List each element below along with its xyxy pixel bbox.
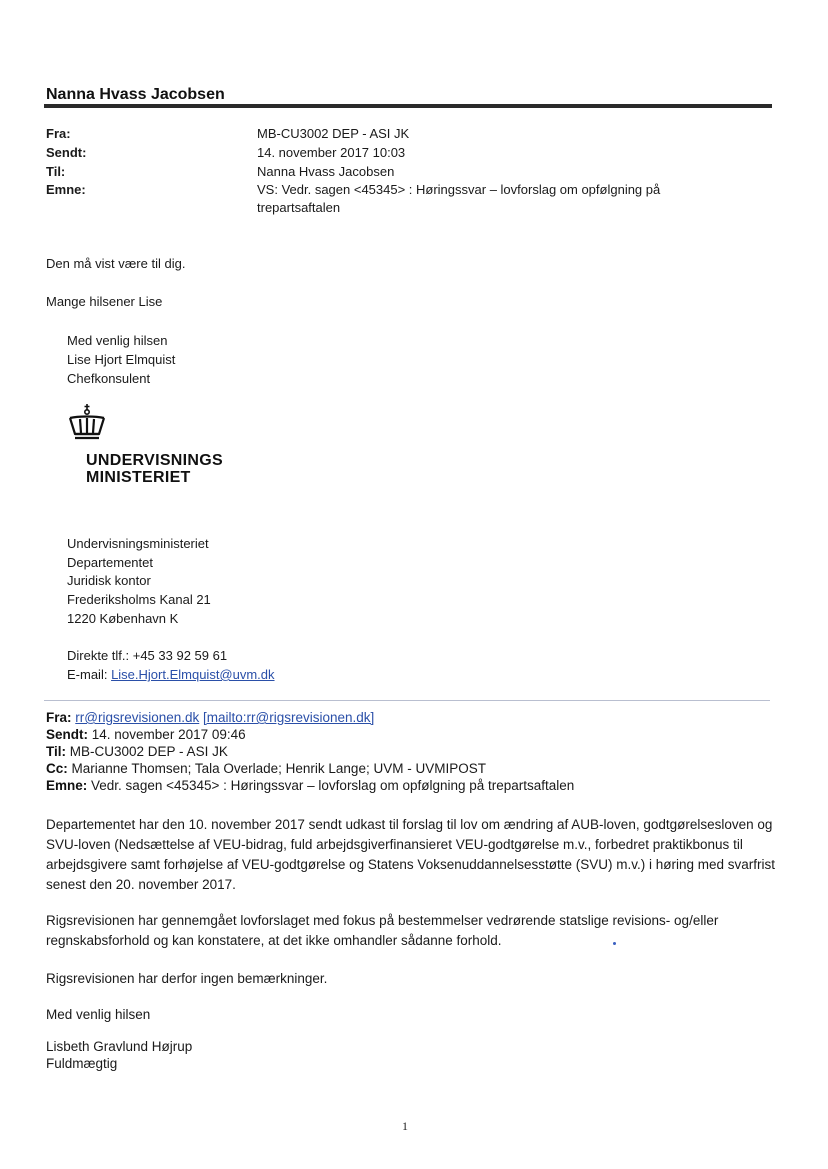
forward-cc-row bbox=[46, 760, 486, 777]
signature-email-row bbox=[67, 665, 275, 684]
header-to-label: Til: bbox=[46, 164, 66, 179]
forward-cc-label: Cc: bbox=[46, 761, 68, 776]
letter-paragraph-1: Departementet har den 10. november 2017 sendt udkast til forslag til lov om ændring af AUB-loven, godtgørelsesloven og SVU-loven (Nedsættelse af VEU-bidrag, fuld arbejdsgiverfinansieret VEU-godtgørelse m.v., forbedret praktikbonus til arbejdsgivere samt forhøjelse af VEU-godtgørelse og Statens Voksenuddannelsesstøtte (SVU) m.v.) i høring med svarfrist senest den 20. november 2017. bbox=[46, 817, 776, 892]
logo-line-1: UNDERVISNINGS bbox=[86, 452, 223, 469]
signature-office: Juridisk kontor bbox=[67, 573, 151, 588]
signature-phone: Direkte tlf.: +45 33 92 59 61 bbox=[67, 648, 228, 663]
signature-greeting: Med venlig hilsen bbox=[67, 333, 168, 348]
header-subject-label: Emne: bbox=[46, 182, 86, 197]
forward-from-email-link[interactable]: rr@rigsrevisionen.dk bbox=[75, 710, 200, 725]
forward-from-mailto-link[interactable]: [mailto:rr@rigsrevisionen.dk] bbox=[203, 710, 375, 725]
forward-divider bbox=[44, 700, 770, 701]
header-from-label: Fra: bbox=[46, 126, 71, 141]
signature-dept: Departementet bbox=[67, 555, 153, 570]
letter-sender-title: Fuldmægtig bbox=[46, 1056, 118, 1071]
logo-line-2: MINISTERIET bbox=[86, 469, 191, 486]
signature-title: Chefkonsulent bbox=[67, 371, 151, 386]
stray-mark bbox=[613, 942, 616, 945]
owner-divider bbox=[44, 104, 772, 108]
letter-paragraph-2: Rigsrevisionen har gennemgået lovforslaget med fokus på bestemmelser vedrørende statslige revisions- og/eller regnskabsforhold og kan konstatere, at det ikke omhandler sådanne forhold. bbox=[46, 913, 719, 948]
forward-from-row bbox=[46, 709, 374, 726]
signature-email-label: E-mail: bbox=[67, 667, 112, 682]
signature-email-link[interactable]: Lise.Hjort.Elmquist@uvm.dk bbox=[111, 667, 275, 682]
forward-sent-row bbox=[46, 726, 246, 743]
forward-sent-value: 14. november 2017 09:46 bbox=[91, 727, 246, 742]
forward-subject-label: Emne: bbox=[46, 778, 88, 793]
header-sent-value: 14. november 2017 10:03 bbox=[257, 145, 406, 160]
forward-cc-value: Marianne Thomsen; Tala Overlade; Henrik Lange; UVM - UVMIPOST bbox=[71, 761, 486, 776]
forward-from-label: Fra: bbox=[46, 710, 72, 725]
header-subject-value: VS: Vedr. sagen <45345> : Høringssvar – lovforslag om opfølgning på trepartsaftalen bbox=[257, 182, 661, 215]
message-line-2: Mange hilsener Lise bbox=[46, 294, 163, 309]
message-line-1: Den må vist være til dig. bbox=[46, 256, 186, 271]
crown-logo-icon bbox=[66, 402, 108, 447]
letter-sender: Lisbeth Gravlund Højrup bbox=[46, 1039, 193, 1054]
forward-sent-label: Sendt: bbox=[46, 727, 88, 742]
document-owner-name: Nanna Hvass Jacobsen bbox=[46, 86, 225, 103]
forward-subject-value: Vedr. sagen <45345> : Høringssvar – lovforslag om opfølgning på trepartsaftalen bbox=[91, 778, 575, 793]
letter-closing: Med venlig hilsen bbox=[46, 1007, 151, 1022]
page-number: 1 bbox=[402, 1119, 408, 1133]
forward-to-value: MB-CU3002 DEP - ASI JK bbox=[69, 744, 228, 759]
forward-to-label: Til: bbox=[46, 744, 66, 759]
signature-street: Frederiksholms Kanal 21 bbox=[67, 592, 211, 607]
header-from-value: MB-CU3002 DEP - ASI JK bbox=[257, 126, 410, 141]
ministry-logo-text bbox=[86, 452, 223, 486]
signature-org: Undervisningsministeriet bbox=[67, 536, 209, 551]
signature-city: 1220 København K bbox=[67, 611, 179, 626]
forward-to-row bbox=[46, 743, 228, 760]
header-to-value: Nanna Hvass Jacobsen bbox=[257, 164, 395, 179]
letter-paragraph-3: Rigsrevisionen har derfor ingen bemærkninger. bbox=[46, 971, 328, 986]
signature-name: Lise Hjort Elmquist bbox=[67, 352, 176, 367]
forward-subject-row bbox=[46, 777, 574, 794]
header-sent-label: Sendt: bbox=[46, 145, 87, 160]
